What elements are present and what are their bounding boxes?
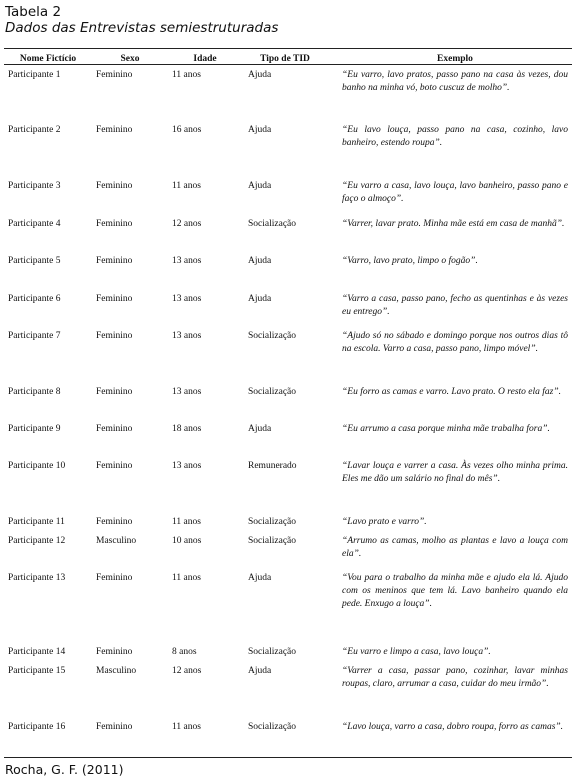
cell-nome: Participante 14: [8, 647, 66, 657]
cell-nome: Participante 15: [8, 666, 66, 676]
header-nome: Nome Fictício: [19, 54, 77, 64]
header-bottom-rule: [4, 64, 572, 65]
cell-idade: 13 anos: [172, 256, 202, 266]
table-row: [0, 665, 576, 689]
cell-sexo: Feminino: [96, 387, 133, 397]
header-idade: Idade: [193, 54, 217, 64]
cell-nome: Participante 16: [8, 722, 66, 732]
cell-nome: Participante 11: [8, 517, 65, 527]
cell-exemplo: “Ajudo só no sábado e domingo porque nos outros dias tô na escola. Varro a casa, passo pano, limpo móvel”.: [342, 331, 568, 354]
table-row: [0, 293, 576, 317]
cell-sexo: Feminino: [96, 424, 133, 434]
cell-exemplo: “Eu varro, lavo pratos, passo pano na casa às vezes, dou banho na minha vó, boto cuscuz de molho”.: [342, 70, 568, 93]
cell-tipo: Remunerado: [248, 461, 297, 471]
cell-sexo: Feminino: [96, 331, 133, 341]
cell-sexo: Feminino: [96, 181, 133, 191]
source-citation: Rocha, G. F. (2011): [5, 762, 124, 777]
cell-idade: 11 anos: [172, 722, 201, 732]
cell-idade: 13 anos: [172, 294, 202, 304]
cell-nome: Participante 4: [8, 219, 61, 229]
header-sexo: Sexo: [120, 54, 140, 64]
cell-sexo: Feminino: [96, 256, 133, 266]
cell-exemplo: “Eu lavo louça, passo pano na casa, cozinho, lavo banheiro, estendo roupa”.: [342, 125, 568, 148]
table-row: [0, 423, 576, 447]
cell-idade: 8 anos: [172, 647, 197, 657]
table-row: [0, 721, 576, 745]
table-label: Tabela 2: [5, 4, 62, 20]
table-row: [0, 535, 576, 559]
cell-tipo: Socialização: [248, 517, 297, 527]
cell-sexo: Feminino: [96, 573, 133, 583]
cell-tipo: Ajuda: [248, 666, 272, 676]
cell-sexo: Feminino: [96, 70, 133, 80]
table-row: [0, 218, 576, 242]
cell-sexo: Feminino: [96, 722, 133, 732]
cell-sexo: Feminino: [96, 125, 133, 135]
cell-sexo: Feminino: [96, 647, 133, 657]
table-row: [0, 330, 576, 354]
cell-idade: 13 anos: [172, 387, 202, 397]
header-tipo: Tipo de TID: [260, 54, 310, 64]
table-bottom-rule: [4, 757, 572, 758]
cell-idade: 13 anos: [172, 461, 202, 471]
cell-tipo: Ajuda: [248, 181, 272, 191]
cell-nome: Participante 13: [8, 573, 66, 583]
cell-exemplo: “Varro a casa, passo pano, fecho as quentinhas e às vezes eu entrego”.: [342, 294, 568, 317]
cell-tipo: Socialização: [248, 536, 297, 546]
cell-tipo: Ajuda: [248, 125, 272, 135]
cell-sexo: Masculino: [96, 536, 137, 546]
cell-exemplo: “Eu arrumo a casa porque minha mãe trabalha fora”.: [342, 424, 550, 434]
table-row: [0, 572, 576, 609]
cell-exemplo: “Lavo louça, varro a casa, dobro roupa, forro as camas”.: [342, 722, 564, 732]
cell-exemplo: “Varro, lavo prato, limpo o fogão”.: [342, 256, 478, 266]
cell-exemplo: “Arrumo as camas, molho as plantas e lavo a louça com ela”.: [342, 536, 568, 559]
cell-idade: 11 anos: [172, 181, 201, 191]
cell-exemplo: “Varrer, lavar prato. Minha mãe está em casa de manhã”.: [342, 219, 565, 229]
cell-exemplo: “Eu varro a casa, lavo louça, lavo banheiro, passo pano e faço o almoço”.: [342, 181, 568, 204]
cell-sexo: Masculino: [96, 666, 137, 676]
cell-idade: 11 anos: [172, 573, 201, 583]
cell-nome: Participante 12: [8, 536, 66, 546]
cell-nome: Participante 2: [8, 125, 61, 135]
cell-idade: 11 anos: [172, 517, 201, 527]
cell-nome: Participante 6: [8, 294, 61, 304]
cell-exemplo: “Vou para o trabalho da minha mãe e ajudo ela lá. Ajudo com os meninos que tem lá. Lavo banheiro quando ela pede. Enxugo a louça”.: [342, 573, 568, 609]
table-top-rule: [4, 48, 572, 49]
cell-nome: Participante 9: [8, 424, 61, 434]
cell-tipo: Socialização: [248, 722, 297, 732]
cell-tipo: Socialização: [248, 219, 297, 229]
cell-tipo: Ajuda: [248, 573, 272, 583]
table-row: [0, 386, 576, 410]
header-exemplo: Exemplo: [437, 54, 473, 64]
cell-tipo: Ajuda: [248, 70, 272, 80]
cell-nome: Participante 8: [8, 387, 61, 397]
cell-exemplo: “Lavar louça e varrer a casa. Às vezes olho minha prima. Eles me dão um salário no final do mês”.: [342, 461, 568, 484]
table-row: [0, 69, 576, 93]
table-row: [0, 255, 576, 279]
cell-nome: Participante 1: [8, 70, 61, 80]
cell-idade: 11 anos: [172, 70, 201, 80]
cell-nome: Participante 3: [8, 181, 61, 191]
cell-idade: 13 anos: [172, 331, 202, 341]
cell-idade: 12 anos: [172, 219, 202, 229]
cell-sexo: Feminino: [96, 461, 133, 471]
cell-tipo: Socialização: [248, 647, 297, 657]
cell-idade: 10 anos: [172, 536, 202, 546]
table-caption: Dados das Entrevistas semiestruturadas: [5, 20, 279, 36]
cell-exemplo: “Lavo prato e varro”.: [342, 517, 427, 527]
cell-tipo: Socialização: [248, 387, 297, 397]
cell-tipo: Socialização: [248, 331, 297, 341]
cell-idade: 12 anos: [172, 666, 202, 676]
cell-sexo: Feminino: [96, 219, 133, 229]
cell-sexo: Feminino: [96, 517, 133, 527]
cell-idade: 18 anos: [172, 424, 202, 434]
table-row: [0, 460, 576, 484]
table-row: [0, 180, 576, 204]
cell-nome: Participante 7: [8, 331, 61, 341]
cell-tipo: Ajuda: [248, 256, 272, 266]
table-row: [0, 124, 576, 148]
cell-tipo: Ajuda: [248, 424, 272, 434]
cell-exemplo: “Eu forro as camas e varro. Lavo prato. O resto ela faz”.: [342, 387, 562, 397]
cell-idade: 16 anos: [172, 125, 202, 135]
cell-nome: Participante 5: [8, 256, 61, 266]
cell-exemplo: “Eu varro e limpo a casa, lavo louça”.: [342, 647, 491, 657]
cell-nome: Participante 10: [8, 461, 66, 471]
cell-exemplo: “Varrer a casa, passar pano, cozinhar, lavar minhas roupas, claro, arrumar a casa, cuidar do meu irmão”.: [342, 666, 568, 689]
cell-sexo: Feminino: [96, 294, 133, 304]
cell-tipo: Ajuda: [248, 294, 272, 304]
